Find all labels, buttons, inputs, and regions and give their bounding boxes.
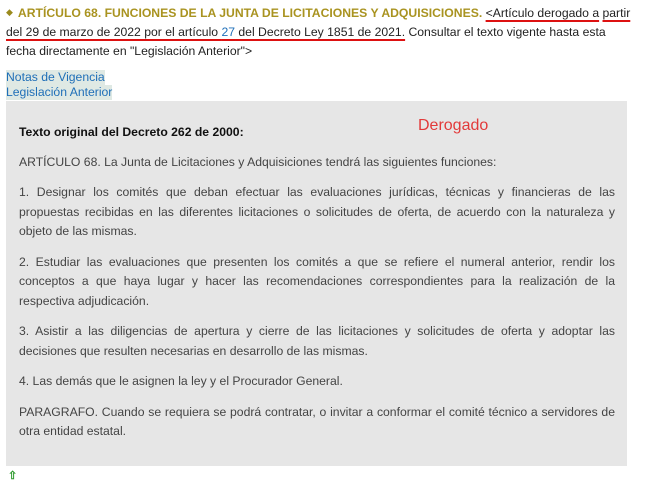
article-header xyxy=(6,3,636,61)
original-text-title: Texto original del Decreto 262 de 2000: xyxy=(19,125,244,139)
derogation-note-open: <Artículo derogado a xyxy=(485,6,600,20)
paragraph: 2. Estudiar las evaluaciones que presenten los comités a que se refiere el numeral anterior, rendir los conceptos a que haya lugar y hacer las recomendaciones correspondientes para la realización de la respectiva adjudicación. xyxy=(19,254,615,308)
notes-links xyxy=(6,70,112,100)
paragraph: 3. Asistir a las diligencias de apertura y cierre de las licitaciones y solicitudes de oferta y adoptar las decisiones que resulten necesarias en desarrollo de las mismas. xyxy=(19,324,615,358)
legislacion-anterior-link[interactable]: Legislación Anterior xyxy=(6,85,113,99)
paragraph: ARTÍCULO 68. La Junta de Licitaciones y Adquisiciones tendrá las siguientes funciones: xyxy=(19,154,497,169)
article-title: ARTÍCULO 68. FUNCIONES DE LA JUNTA DE LICITACIONES Y ADQUISICIONES. xyxy=(17,6,483,20)
arrow-up-icon[interactable]: ⇧ xyxy=(8,470,18,482)
derogation-note-main: partir del 29 de marzo de 2022 por el artículo 27 del Decreto Ley 1851 de 2021. xyxy=(6,6,631,39)
derogation-note-rest: Consultar el texto vigente hasta esta fecha directamente en "Legislación Anterior"> xyxy=(6,25,606,58)
paragraph: 1. Designar los comités que deban efectuar las evaluaciones jurídicas, técnicas y financieras de las propuestas recibidas en las diferentes licitaciones o solicitudes de oferta, de acuerdo con la naturaleza y objeto de las mismas. xyxy=(19,185,615,238)
derogado-stamp: Derogado xyxy=(418,117,489,134)
paragraph: 4. Las demás que le asignen la ley y el Procurador General. xyxy=(19,374,343,388)
paragraph: PARAGRAFO. Cuando se requiera se podrá contratar, o invitar a conformar el comité técnico a servidores de otra entidad estatal. xyxy=(19,404,615,438)
article-27-link[interactable]: 27 xyxy=(221,25,236,39)
notas-vigencia-link[interactable]: Notas de Vigencia xyxy=(6,70,105,84)
bullet-icon: ◆ xyxy=(6,7,13,17)
original-text-panel xyxy=(6,101,627,466)
